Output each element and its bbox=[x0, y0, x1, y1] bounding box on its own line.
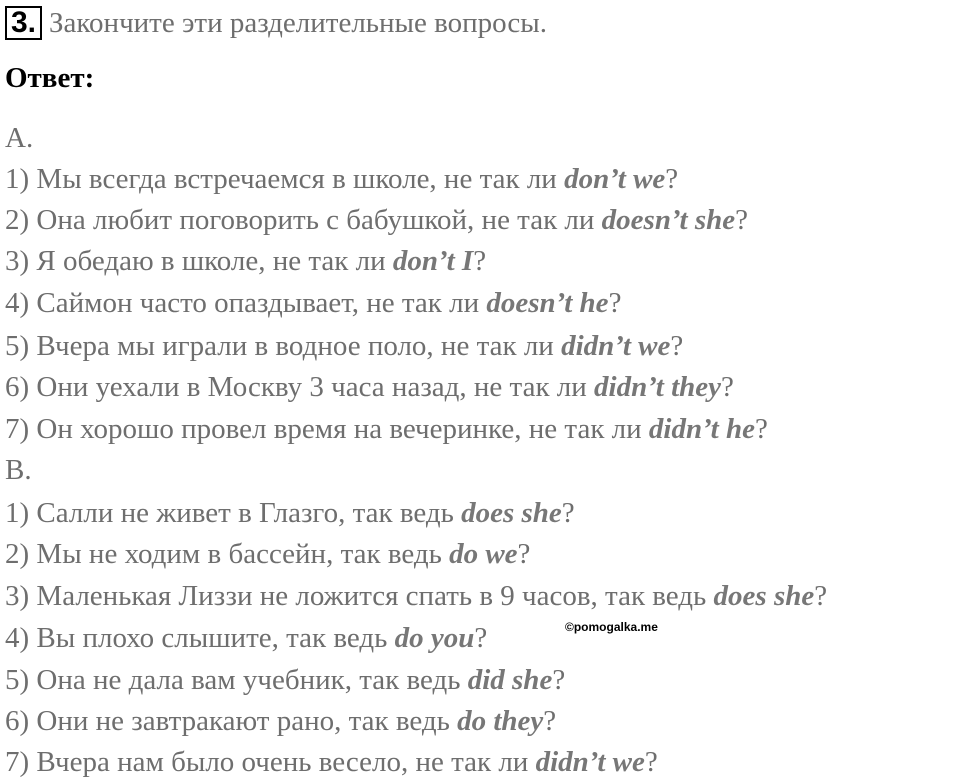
list-item bbox=[5, 285, 621, 321]
list-item bbox=[5, 369, 734, 405]
task-header bbox=[5, 4, 547, 42]
list-item bbox=[5, 620, 487, 656]
list-item bbox=[5, 578, 827, 614]
item-text: 7) Вчера нам было очень весело, не так ли bbox=[5, 746, 536, 778]
item-suffix: ? bbox=[552, 664, 566, 696]
item-text: 3) Я обедаю в школе, не так ли bbox=[5, 245, 393, 277]
item-text: 4) Вы плохо слышите, так ведь bbox=[5, 622, 395, 654]
item-answer: does she bbox=[461, 497, 562, 529]
item-answer: didn’t we bbox=[535, 746, 645, 778]
item-text: 5) Вчера мы играли в водное поло, не так ли bbox=[5, 330, 562, 362]
list-item bbox=[5, 744, 658, 780]
list-item bbox=[5, 328, 683, 364]
item-text: 1) Салли не живет в Глазго, так ведь bbox=[5, 497, 462, 529]
item-suffix: ? bbox=[473, 245, 487, 277]
task-number: 3. bbox=[5, 6, 42, 40]
item-text: 2) Она любит поговорить с бабушкой, не так ли bbox=[5, 204, 602, 236]
list-item bbox=[5, 411, 768, 447]
item-answer: didn’t they bbox=[594, 371, 722, 403]
item-text: 4) Саймон часто опаздывает, не так ли bbox=[5, 287, 487, 319]
item-answer: do you bbox=[394, 622, 475, 654]
item-text: 6) Они не завтракают рано, так ведь bbox=[5, 705, 458, 737]
section-a-label: A. bbox=[5, 122, 34, 154]
item-text: 6) Они уехали в Москву 3 часа назад, не так ли bbox=[5, 371, 595, 403]
item-suffix: ? bbox=[735, 204, 749, 236]
item-suffix: ? bbox=[814, 580, 828, 612]
watermark: ©pomogalka.me bbox=[565, 620, 658, 634]
answer-label: Ответ: bbox=[5, 62, 95, 94]
item-suffix: ? bbox=[721, 371, 734, 403]
task-instruction: Закончите эти разделительные вопросы. bbox=[49, 6, 547, 39]
item-answer: didn’t we bbox=[561, 330, 671, 362]
item-text: 1) Мы всегда встречаемся в школе, не так ли bbox=[5, 163, 565, 195]
item-answer: do we bbox=[449, 538, 518, 570]
list-item bbox=[5, 703, 556, 739]
list-item bbox=[5, 202, 748, 238]
item-suffix: ? bbox=[670, 330, 684, 362]
item-suffix: ? bbox=[754, 413, 768, 445]
list-item bbox=[5, 536, 530, 572]
item-answer: do they bbox=[457, 705, 544, 737]
list-item bbox=[5, 662, 565, 698]
item-answer: doesn’t he bbox=[486, 287, 609, 319]
item-suffix: ? bbox=[474, 622, 488, 654]
item-text: 2) Мы не ходим в бассейн, так ведь bbox=[5, 538, 450, 570]
section-b-label: B. bbox=[5, 454, 32, 486]
item-suffix: ? bbox=[543, 705, 557, 737]
list-item bbox=[5, 243, 486, 279]
item-suffix: ? bbox=[517, 538, 531, 570]
item-suffix: ? bbox=[561, 497, 575, 529]
list-item bbox=[5, 495, 575, 531]
item-suffix: ? bbox=[665, 163, 679, 195]
list-item bbox=[5, 161, 678, 197]
item-answer: didn’t he bbox=[648, 413, 755, 445]
item-answer: don’t I bbox=[392, 245, 474, 277]
item-suffix: ? bbox=[608, 287, 622, 319]
item-text: 5) Она не дала вам учебник, так ведь bbox=[5, 664, 468, 696]
item-answer: doesn’t she bbox=[601, 204, 736, 236]
item-suffix: ? bbox=[644, 746, 658, 778]
item-answer: don’t we bbox=[564, 163, 666, 195]
item-answer: does she bbox=[713, 580, 815, 612]
item-text: 7) Он хорошо провел время на вечеринке, не так ли bbox=[5, 413, 649, 445]
item-text: 3) Маленькая Лиззи не ложится спать в 9 часов, так ведь bbox=[5, 580, 714, 612]
item-answer: did she bbox=[467, 664, 553, 696]
